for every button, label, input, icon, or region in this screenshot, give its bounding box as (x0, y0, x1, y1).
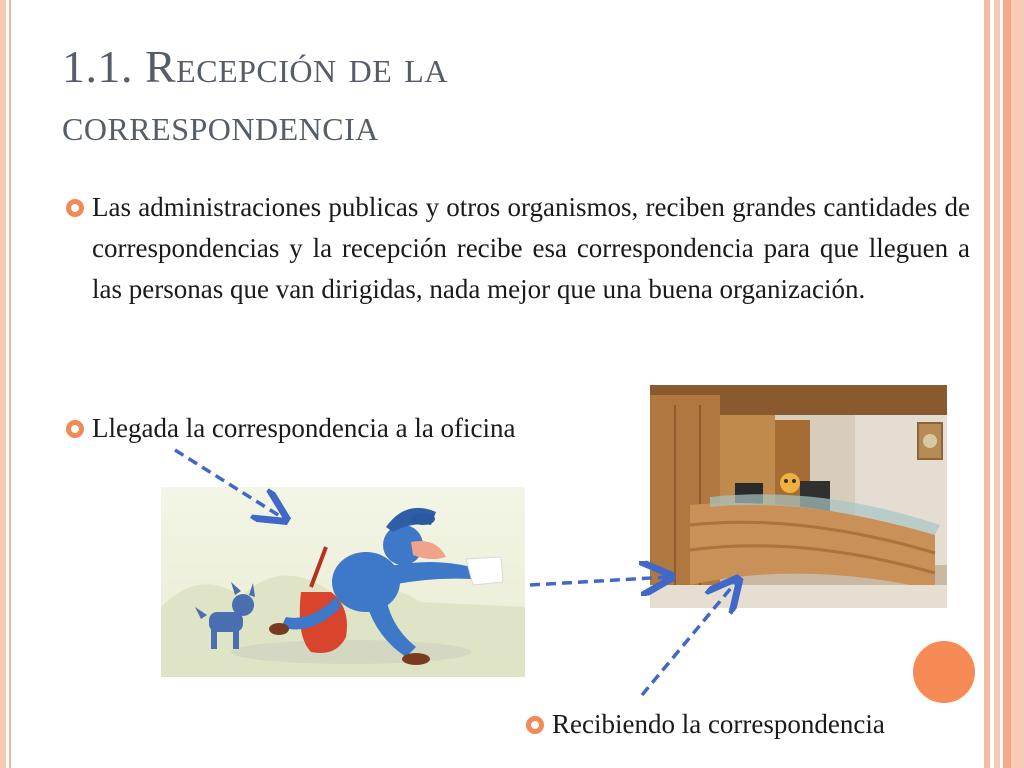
title-line-1: 1.1. Recepción de la (62, 41, 448, 92)
bullet-text-1: Las administraciones publicas y otros organismos, reciben grandes cantidades de correspondencias y la recepción recibe esa correspondencia para que lleguen a las personas que van dirigidas, nada mejor que una buena organización. (92, 192, 970, 304)
dashed-arrow-from-receiving (642, 582, 736, 695)
title-line-2: correspondencia (62, 99, 379, 150)
dashed-arrow-to-cartoon (175, 450, 283, 518)
bullet-text-2: Llegada la correspondencia a la oficina (92, 413, 516, 443)
dashed-arrow-to-reception (530, 577, 668, 585)
bullet-text-3: Recibiendo la correspondencia (552, 709, 885, 739)
